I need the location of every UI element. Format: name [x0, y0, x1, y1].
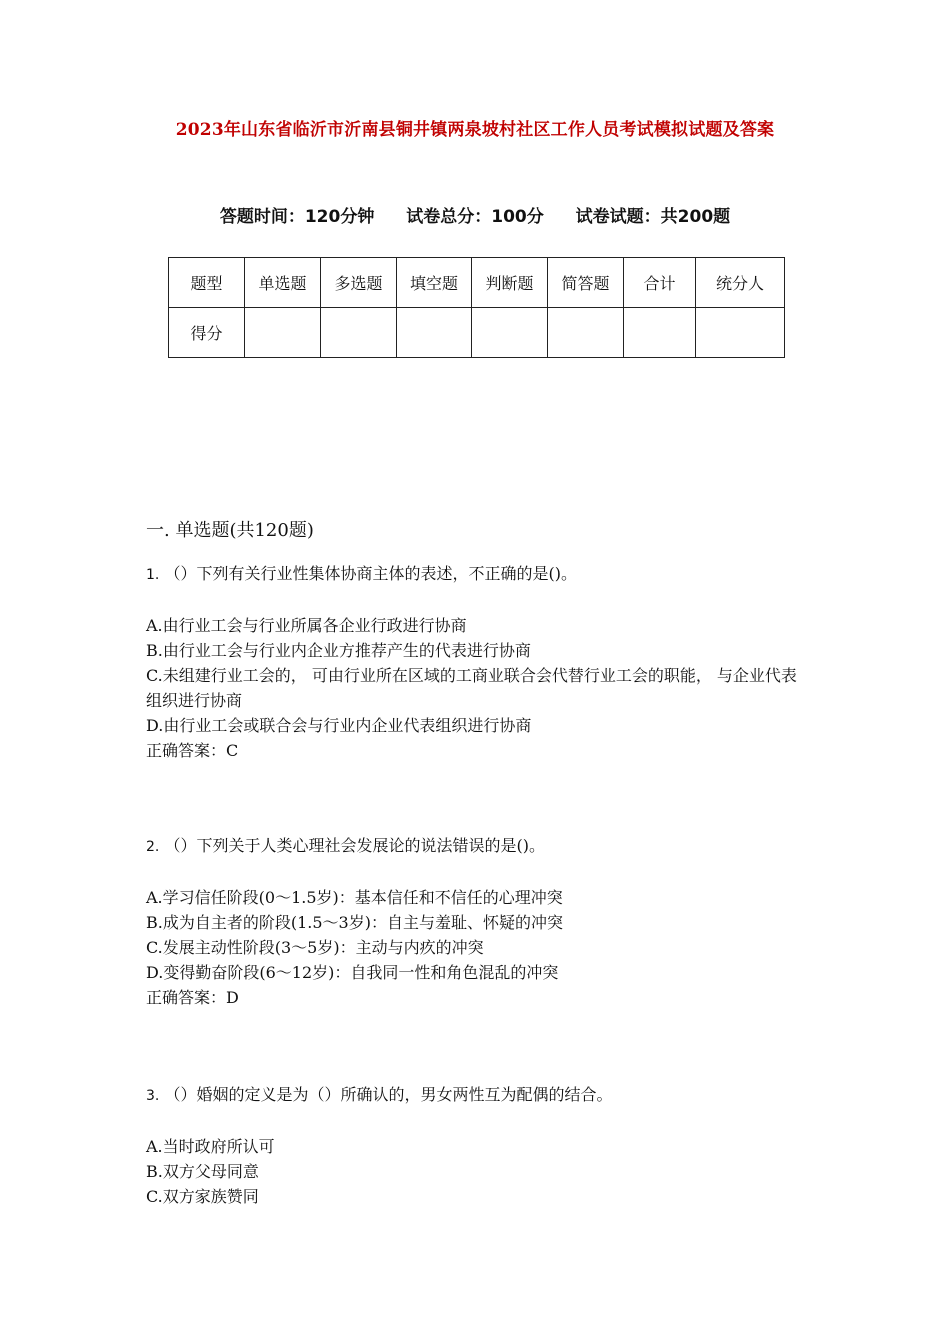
- question-stem: [146, 561, 812, 588]
- question-option: C.双方家族赞同: [146, 1187, 259, 1206]
- question-option: B.双方父母同意: [146, 1162, 259, 1181]
- score-cell: [472, 308, 548, 358]
- score-table-header-cell: 合计: [624, 258, 696, 308]
- question-answer: 正确答案：C: [146, 741, 239, 760]
- score-table-header-cell: 统分人: [696, 258, 785, 308]
- score-table-header-cell: 填空题: [397, 258, 472, 308]
- question-option: B.由行业工会与行业内企业方推荐产生的代表进行协商: [146, 641, 531, 660]
- question-stem: [146, 833, 812, 860]
- question-1: [146, 561, 812, 763]
- question-option: D.变得勤奋阶段(6～12岁)：自我同一性和角色混乱的冲突: [146, 963, 559, 982]
- question-option: A.由行业工会与行业所属各企业行政进行协商: [146, 616, 467, 635]
- question-text: （）下列关于人类心理社会发展论的说法错误的是()。: [164, 836, 545, 855]
- question-option: C.发展主动性阶段(3～5岁)：主动与内疚的冲突: [146, 938, 484, 957]
- section-heading: 一. 单选题(共120题): [146, 520, 314, 541]
- question-option: C.未组建行业工会的， 可由行业所在区域的工商业联合会代替行业工会的职能， 与企业代表组织进行协商: [146, 666, 797, 710]
- score-cell: [321, 308, 397, 358]
- question-stem: [146, 1082, 812, 1109]
- score-cell: [624, 308, 696, 358]
- score-cell: [245, 308, 321, 358]
- score-table-header-row: [169, 258, 785, 308]
- score-table-header-cell: 简答题: [548, 258, 624, 308]
- score-table: [168, 257, 785, 358]
- question-option: A.当时政府所认可: [146, 1137, 275, 1156]
- score-cell: [548, 308, 624, 358]
- question-text: （）婚姻的定义是为（）所确认的，男女两性互为配偶的结合。: [164, 1085, 613, 1104]
- exam-time: 答题时间：120分钟: [219, 207, 375, 227]
- score-table-header-cell: 多选题: [321, 258, 397, 308]
- score-table-score-row: [169, 308, 785, 358]
- question-3: [146, 1082, 812, 1209]
- score-row-label: 得分: [169, 308, 245, 358]
- exam-total-score: 试卷总分：100分: [406, 207, 544, 227]
- score-cell: [397, 308, 472, 358]
- document-title: 2023年山东省临沂市沂南县铜井镇两泉坡村社区工作人员考试模拟试题及答案: [175, 120, 775, 140]
- score-table-header-cell: 题型: [169, 258, 245, 308]
- question-option: A.学习信任阶段(0～1.5岁)：基本信任和不信任的心理冲突: [146, 888, 563, 907]
- question-option: D.由行业工会或联合会与行业内企业代表组织进行协商: [146, 716, 532, 735]
- score-table-header-cell: 判断题: [472, 258, 548, 308]
- question-number: 2.: [146, 839, 160, 855]
- question-2: [146, 833, 812, 1010]
- score-cell: [696, 308, 785, 358]
- question-answer: 正确答案：D: [146, 988, 239, 1007]
- question-option: B.成为自主者的阶段(1.5～3岁)：自主与羞耻、怀疑的冲突: [146, 913, 563, 932]
- question-text: （）下列有关行业性集体协商主体的表述，不正确的是()。: [164, 564, 577, 583]
- exam-total-questions: 试卷试题：共200题: [575, 207, 731, 227]
- question-number: 3.: [146, 1088, 160, 1104]
- score-table-header-cell: 单选题: [245, 258, 321, 308]
- question-number: 1.: [146, 567, 160, 583]
- exam-meta: [0, 202, 950, 227]
